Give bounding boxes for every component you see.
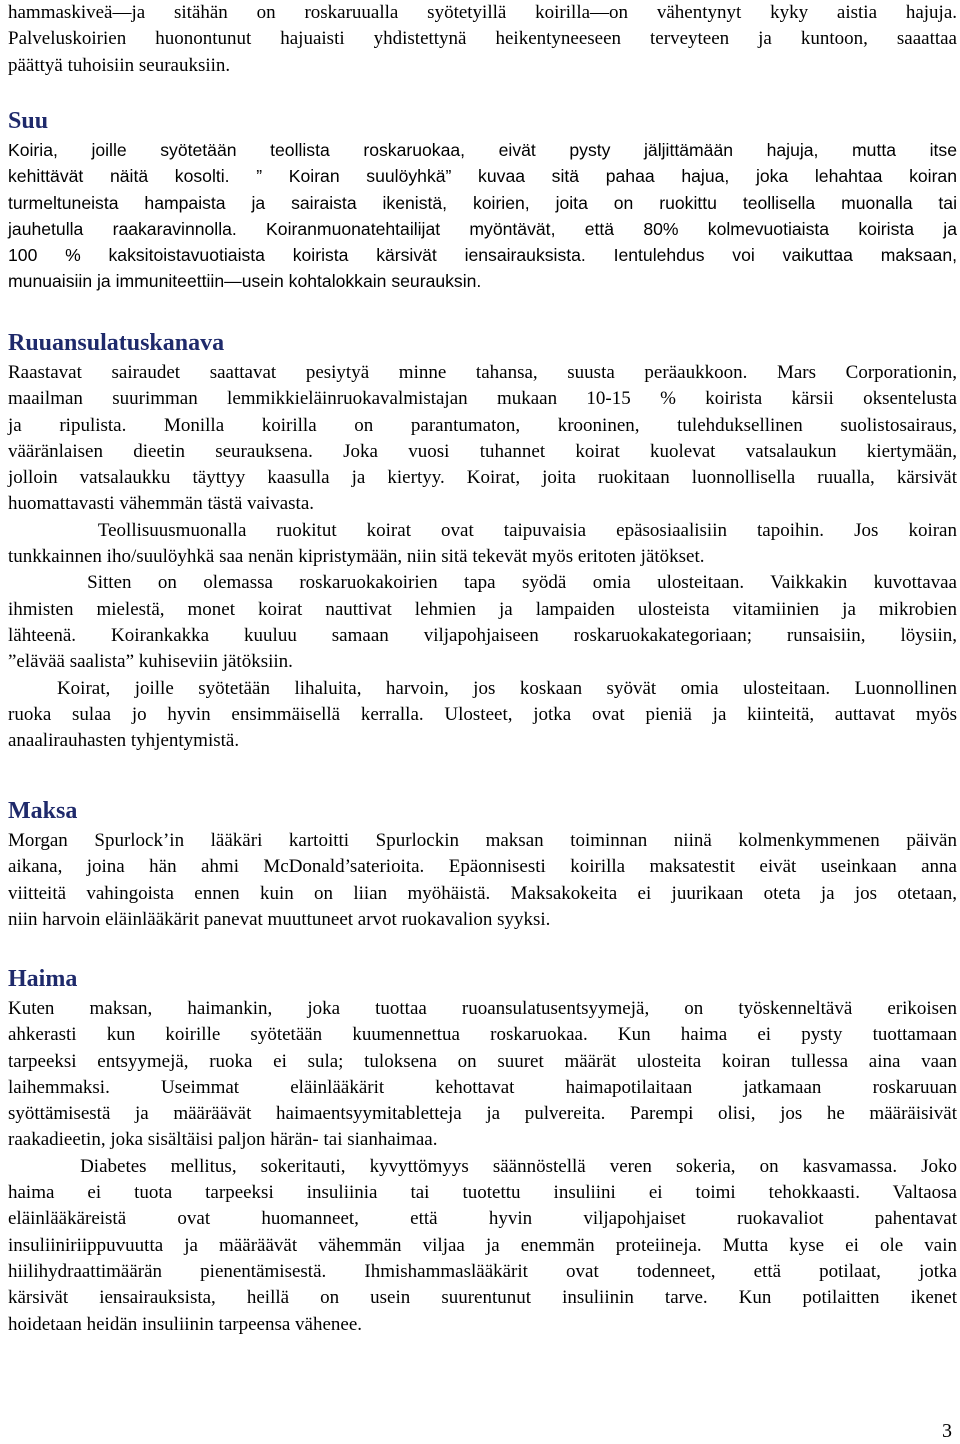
text-line: Koiria, joille syötetään teollista roskaruokaa, eivät pysty jäljittämään hajuja, mutta itse <box>8 140 957 160</box>
text-line: kehittävät näitä kosolti. ” Koiran suulöyhkä” kuvaa sitä pahaa hajua, joka lehahtaa koiran <box>8 166 957 187</box>
suu-paragraph <box>8 137 957 295</box>
text-line: ja ripulista. Monilla koirilla on parantumaton, krooninen, tulehduksellinen suolistosairaus, <box>8 414 957 436</box>
page-number: 3 <box>942 1420 952 1442</box>
section-heading-suu: Suu <box>8 108 49 134</box>
text-line: ”elävää saalista” kuhiseviin jätöksiin. <box>8 651 293 673</box>
text-line: syöttämisestä ja määräävät haimaentsyymitabletteja ja pulvereita. Parempi olisi, jos he määräisivät <box>8 1103 957 1125</box>
text-line: laihemmaksi. Useimmat eläinlääkärit kehottavat haimapotilaitaan jatkamaan roskaruuan <box>8 1076 957 1098</box>
haima-paragraph <box>8 996 957 1338</box>
text-line: Koirat, joille syötetään lihaluita, harvoin, jos koskaan syövät omia ulosteitaan. Luonnollinen <box>8 677 957 699</box>
text-line: Sitten on olemassa roskaruokakoirien tapa syödä omia ulosteitaan. Vaikkakin kuvottavaa <box>8 572 957 594</box>
text-line: vääränlaisen dieetin seurauksena. Joka vuosi tuhannet koirat kuolevat vatsalaukun kiertymään, <box>8 440 957 462</box>
text-line: niin harvoin eläinlääkärit panevat muuttuneet arvot ruokavalion syyksi. <box>8 908 551 930</box>
text-line: insuliiniriippuvuutta ja määräävät vähemmän viljaa ja enemmän proteiineja. Mutta kyse ei ole vain <box>8 1234 957 1256</box>
text-line: ihmisten mielestä, monet koirat nauttivat lehmien ja lampaiden ulosteista vitamiinien ja mikrobien <box>8 598 957 620</box>
text-line: ruoka sulaa jo hyvin ensimmäisellä kerralla. Ulosteet, jotka ovat pieniä ja kiinteitä, auttavat myös <box>8 703 957 725</box>
text-line: hammaskiveä—ja sitähän on roskaruualla syötetyillä koirilla—on vähentynyt kyky aistia hajuja. <box>8 2 957 23</box>
text-line: ahkerasti kun koirille syötetään kuumennettua roskaruokaa. Kun haima ei pysty tuottamaan <box>8 1024 957 1046</box>
text-line: turmeltuneista hampaista ja sairaista ikenistä, koirien, joita on ruokittu teollisella muonalla tai <box>8 192 957 213</box>
maksa-paragraph <box>8 828 957 933</box>
text-line: kärsivät iensairauksista, heillä on usein suurentunut insuliinin tarve. Kun potilaitten ikenet <box>8 1287 957 1309</box>
text-line: haima ei tuota tarpeeksi insuliinia tai tuotettu insuliini ei toimi tehokkaasti. Valtaosa <box>8 1182 957 1204</box>
text-line: huomattavasti vähemmän tästä vaivasta. <box>8 493 315 515</box>
section-heading-haima: Haima <box>8 966 78 992</box>
text-line: munuaisiin ja immuniteettiin—usein kohtalokkain seurauksin. <box>8 271 482 292</box>
section-heading-ruuansulatuskanava: Ruuansulatuskanava <box>8 330 225 356</box>
text-line: tarpeeksi entsyymejä, ruoka ei sula; tuloksena on suuret määrät ulosteita koiran tullessa aina vaan <box>8 1050 957 1072</box>
text-line: 100 % kaksitoistavuotiaista koirista kärsivät iensairauksista. Ientulehdus voi vaikuttaa maksaan, <box>8 245 957 266</box>
section-heading-maksa: Maksa <box>8 798 78 824</box>
text-line: Diabetes mellitus, sokeritauti, kyvyttömyys säännöstellä veren sokeria, on kasvamassa. Joko <box>8 1155 957 1177</box>
text-line: eläinlääkäreistä ovat huomanneet, että hyvin viljapohjaiset ruokavaliot pahentavat <box>8 1208 957 1230</box>
text-line: hiilihydraattimäärän pienentämisestä. Ihmishammaslääkärit ovat todenneet, että potilaat, jotka <box>8 1260 957 1282</box>
text-line: viitteitä vahingoista ennen kuin on liian myöhäistä. Maksakokeita ei juurikaan oteta ja jos otetaan, <box>8 882 957 904</box>
text-line: jauhetulla raakaravinnolla. Koiranmuonatehtailijat myöntävät, että 80% kolmevuotiaista koirista ja <box>8 218 957 239</box>
text-line: raakadieetin, joka sisältäisi paljon härän- tai sianhaimaa. <box>8 1129 438 1151</box>
text-line: aikana, joina hän ahmi McDonald’saterioita. Epäonnisesti koirilla maksatestit eivät useinkaan anna <box>8 856 957 878</box>
text-line: Kuten maksan, haimankin, joka tuottaa ruoansulatusentsyymejä, on työskenneltävä erikoisen <box>8 998 957 1019</box>
text-line: anaalirauhasten tyhjentymistä. <box>8 730 240 752</box>
text-line: Raastavat sairaudet saattavat pesiytyä minne tahansa, suusta peräaukkoon. Mars Corporationin, <box>8 362 957 383</box>
text-line: päättyä tuhoisiin seurauksiin. <box>8 54 231 76</box>
intro-paragraph <box>8 0 957 79</box>
text-line: Teollisuusmuonalla ruokitut koirat ovat taipuvaisia epäsosiaalisiin tapoihin. Jos koiran <box>8 519 957 541</box>
text-line: Palveluskoirien huonontunut hajuaisti yhdistettynä heikentyneeseen terveyteen ja kuntoon, saaattaa <box>8 28 957 50</box>
text-line: maailman suurimman lemmikkieläinruokavalmistajan mukaan 10-15 % koirista kärsii oksentelusta <box>8 388 957 410</box>
text-line: jolloin vatsalaukku täyttyy kaasulla ja kiertyy. Koirat, joita ruokitaan luonnollisella ruualla, kärsivät <box>8 467 957 489</box>
text-line: lähteenä. Koirankakka kuuluu samaan viljapohjaiseen roskaruokakategoriaan; runsaisiin, löysiin, <box>8 624 957 646</box>
text-line: tunkkainnen iho/suulöyhkä saa nenän kipristymään, niin sitä tekevät myös eritoten jätökset. <box>8 546 705 568</box>
text-line: Morgan Spurlock’in lääkäri kartoitti Spurlockin maksan toiminnan niinä kolmenkymmenen päivän <box>8 830 957 851</box>
ruuansulatus-paragraph <box>8 360 957 754</box>
text-line: hoidetaan heidän insuliinin tarpeensa vähenee. <box>8 1313 363 1335</box>
